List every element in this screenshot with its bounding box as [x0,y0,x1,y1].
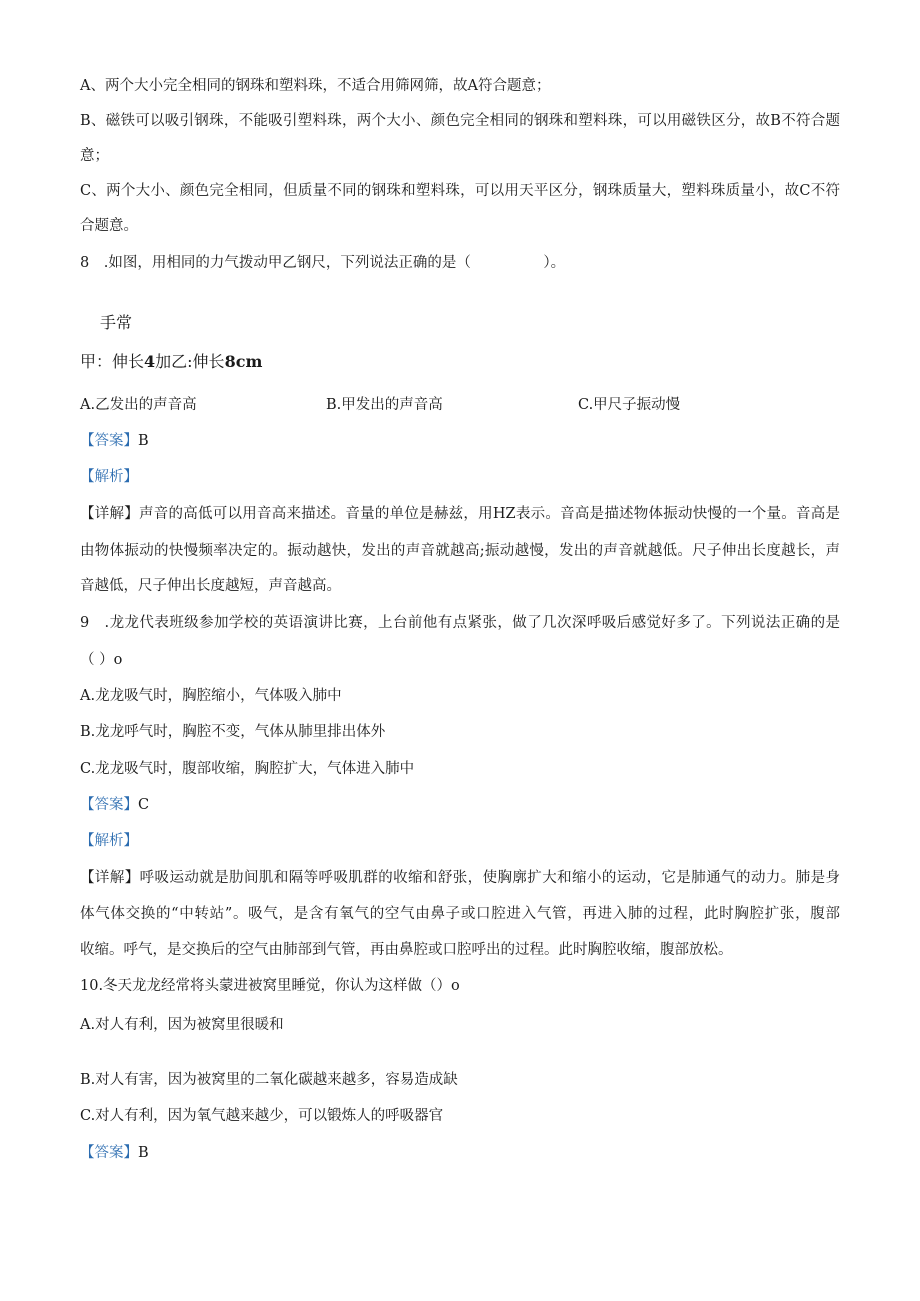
q8-figure-length-mid: 加乙:伸长 [155,352,225,371]
q9-answer-value: C [138,797,150,813]
q8-detail-text1: 声音的高低可以用音高来描述。音量的单位是赫兹，用HZ表示。音高是描述物体振动快慢的一个量。音高是 [138,506,840,522]
q7-explain-b-line2: 意； [80,148,109,164]
q10-option-a: A.对人有利，因为被窝里很暖和 [80,1017,284,1033]
q8-figure-length-bold2: 8cm [224,352,263,371]
q9-analysis [80,831,840,851]
q7-explain-b-line1: B、磁铁可以吸引钢珠，不能吸引塑料珠，两个大小、颜色完全相同的钢珠和塑料珠，可以用磁铁区分，故B不符合题 [80,113,840,129]
q8-answer-tag: 【答案】 [80,433,138,449]
q8-detail-line1 [80,504,840,524]
q9-answer-tag: 【答案】 [80,797,138,813]
q10-option-c: C.对人有利，因为氧气越来越少，可以锻炼人的呼吸器官 [80,1108,444,1124]
q9-answer [80,795,840,815]
q9-option-b: B.龙龙呼气时，胸腔不变，气体从肺里排出体外 [80,724,386,740]
q8-stem: 8 .如图，用相同的力气拨动甲乙钢尺，下列说法正确的是（ ）。 [80,255,566,271]
q9-detail-tag: 【详解】 [80,870,140,886]
q9-option-a: A.龙龙吸气时，胸腔缩小，气体吸入肺中 [80,688,342,704]
q9-analysis-tag: 【解析】 [80,833,138,849]
q7-explain-c-line2: 合题意。 [80,218,138,234]
q8-figure-length-bold1: 4 [144,352,156,371]
q10-stem: 10.冬天龙龙经常将头蒙进被窝里睡觉，你认为这样做（）o [80,978,460,994]
q8-option-b: B.甲发出的声音高 [326,397,443,413]
q8-detail-line3: 音越低，尺子伸出长度越短，声音越高。 [80,578,341,594]
q9-detail-line2: 体气体交换的“中转站”。吸气，是含有氧气的空气由鼻子或口腔进入气管，再进入肺的过程，此时胸腔扩张，腹部 [80,906,840,922]
q9-stem-line1: 9 .龙龙代表班级参加学校的英语演讲比赛，上台前他有点紧张，做了几次深呼吸后感觉好多了。下列说法正确的是 [80,615,840,631]
q9-stem-line2: （ ）o [80,652,123,668]
q8-answer-value: B [138,433,149,449]
q9-detail-line3: 收缩。呼气，是交换后的空气由肺部到气管，再由鼻腔或口腔呼出的过程。此时胸腔收缩，腹部放松。 [80,942,733,958]
q10-option-b: B.对人有害，因为被窝里的二氧化碳越来越多，容易造成缺 [80,1072,458,1088]
q9-detail-line1 [80,868,840,888]
q9-detail-text1: 呼吸运动就是肋间肌和隔等呼吸肌群的收缩和舒张，使胸廓扩大和缩小的运动，它是肺通气的动力。肺是身 [139,870,840,886]
q8-analysis [80,467,840,487]
q8-figure-label-length [80,352,262,372]
q9-option-c: C.龙龙吸气时，腹部收缩，胸腔扩大，气体进入肺中 [80,761,415,777]
q8-detail-tag: 【详解】 [80,506,139,522]
q10-answer-tag: 【答案】 [80,1145,138,1161]
q8-figure-label-hand: 手常 [100,313,133,332]
q10-answer-value: B [138,1145,149,1161]
q7-explain-c-line1: C、两个大小、颜色完全相同，但质量不同的钢珠和塑料珠，可以用天平区分，钢珠质量大，塑料珠质量小，故C不符 [80,183,840,199]
q8-option-c: C.甲尺子振动慢 [578,397,681,413]
q7-explain-a: A、两个大小完全相同的钢珠和塑料珠，不适合用筛网筛，故A符合题意； [80,78,551,94]
q10-answer [80,1143,840,1163]
q8-figure-length-pre: 甲：伸长 [80,352,145,371]
q8-detail-line2: 由物体振动的快慢频率决定的。振动越快，发出的声音就越高;振动越慢，发出的声音就越低。尺子伸出长度越长，声 [80,543,840,559]
q8-answer [80,431,840,451]
q8-option-a: A.乙发出的声音高 [80,397,197,413]
q8-analysis-tag: 【解析】 [80,469,138,485]
